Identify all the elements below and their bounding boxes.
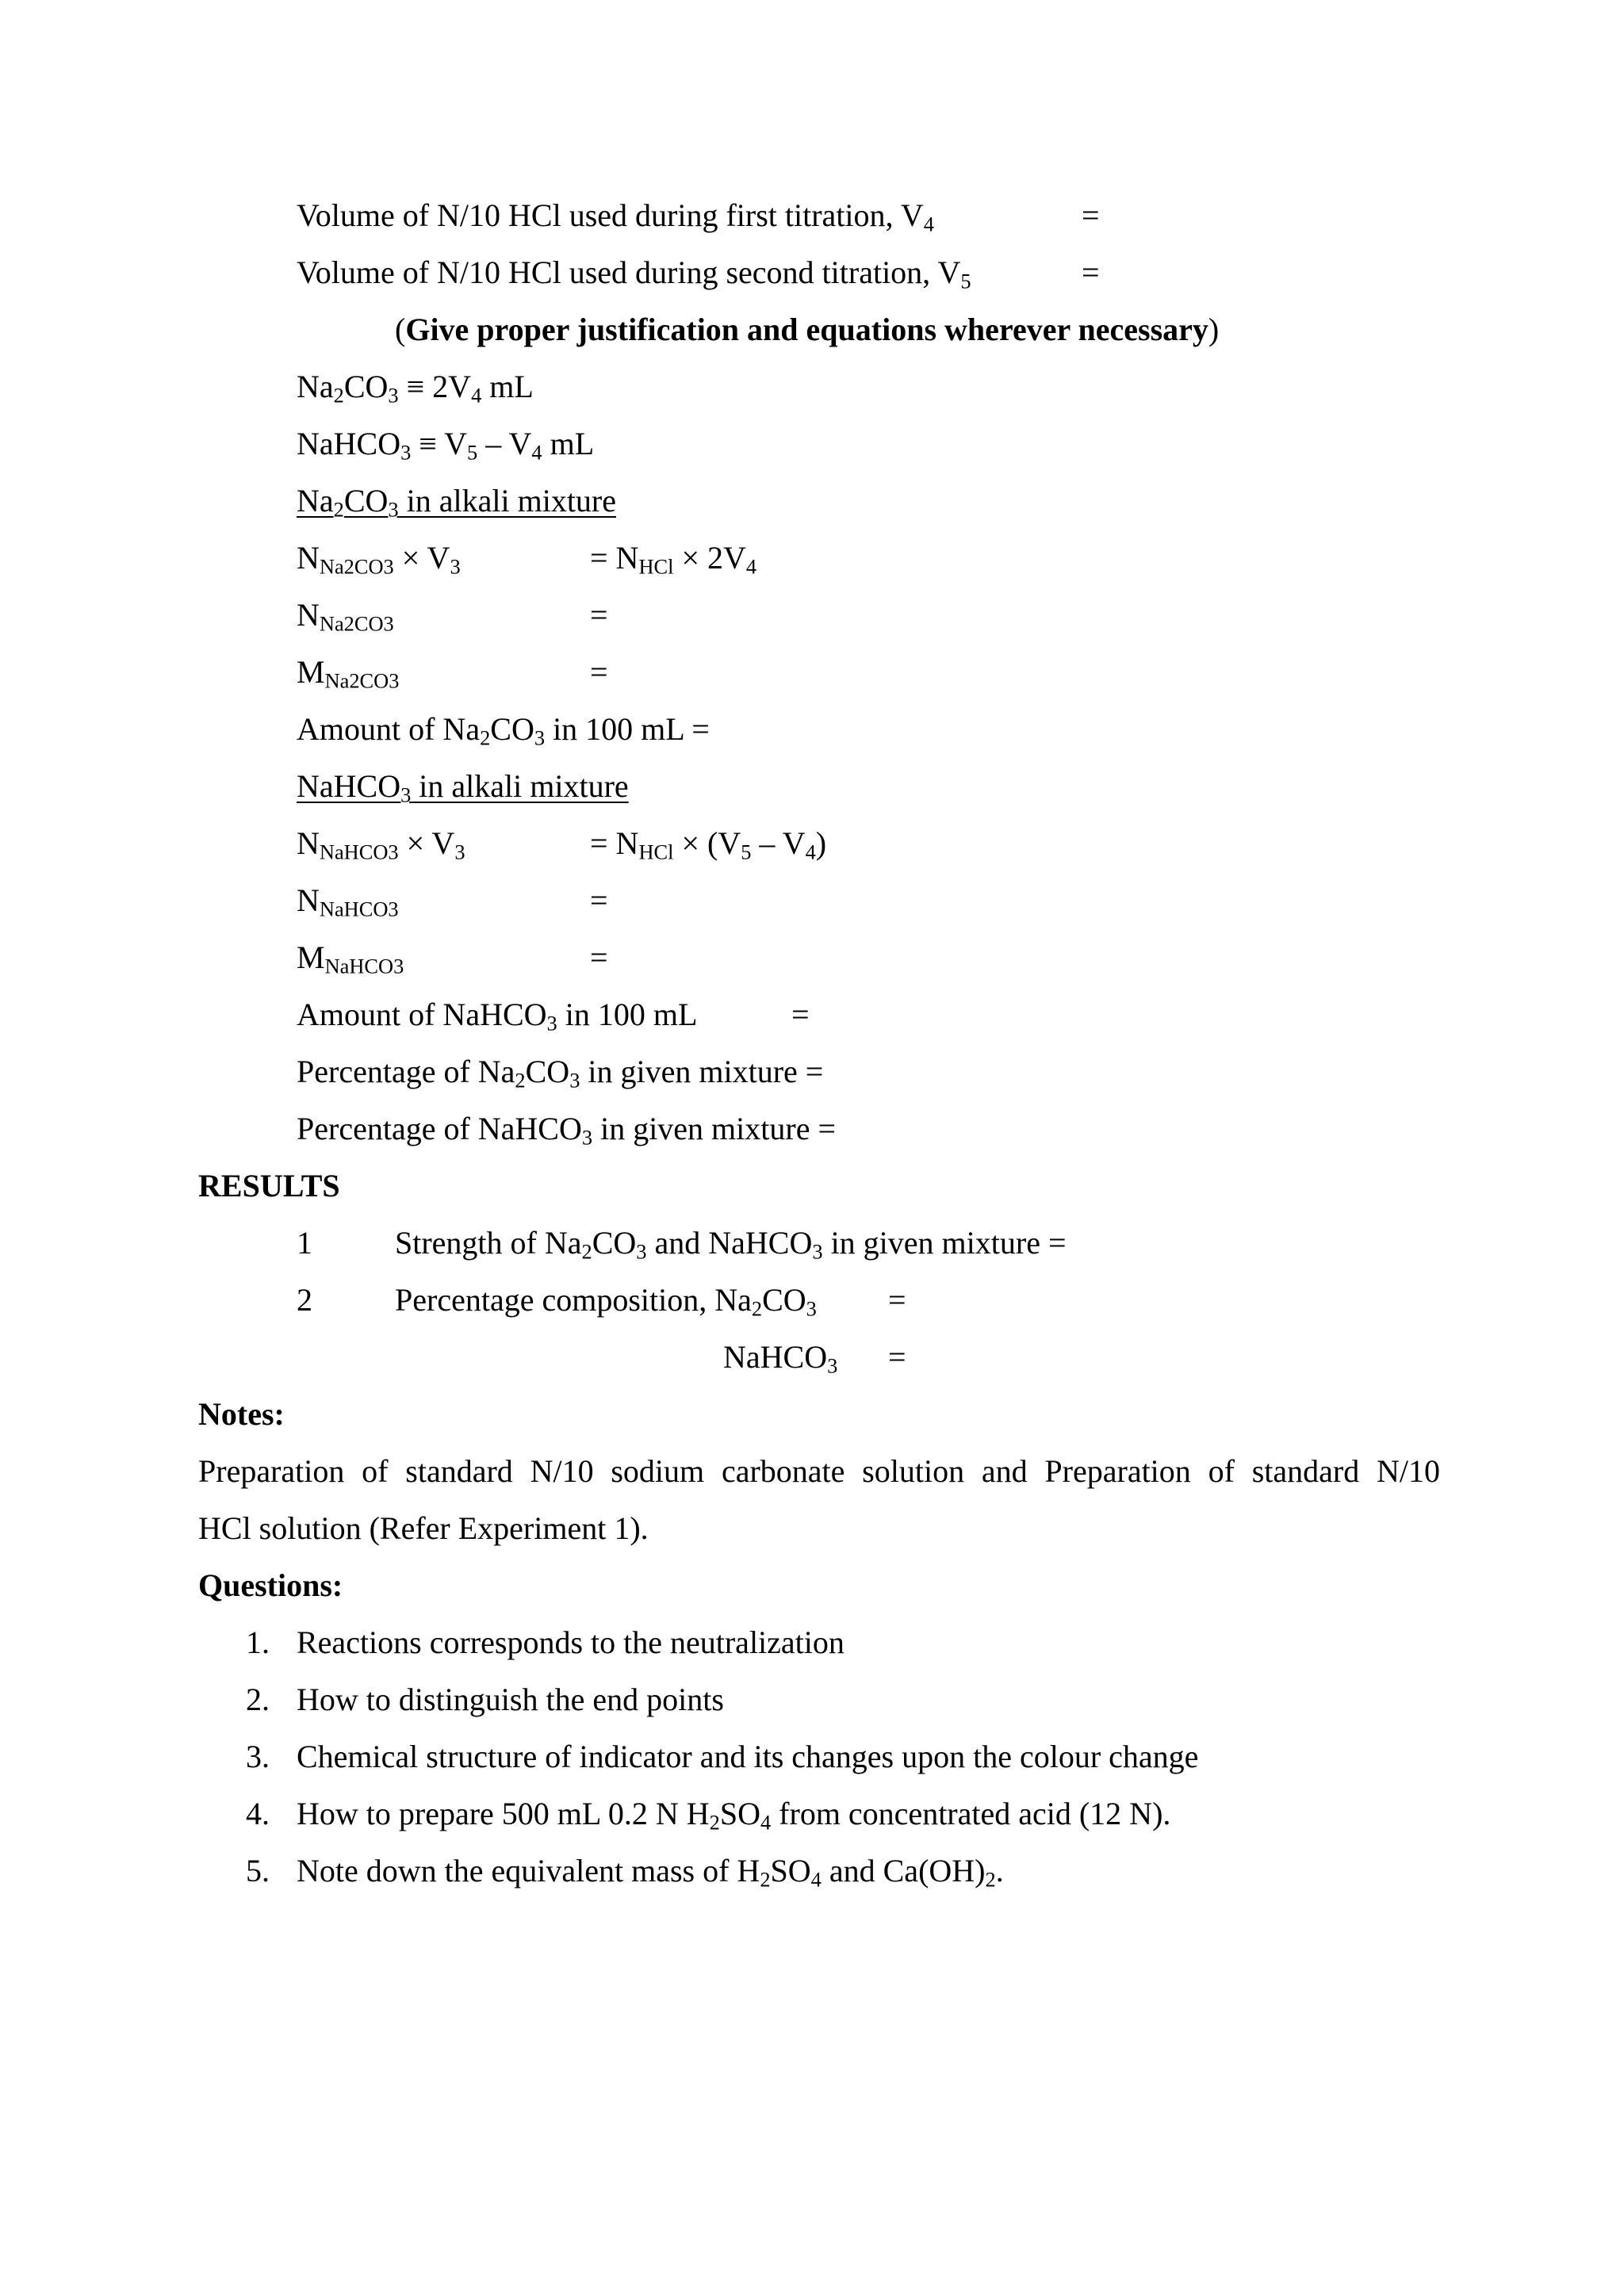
question-4-text: How to prepare 500 mL 0.2 N $H_2SO_4$ from concentrated acid (12 N).: [297, 1796, 1171, 1835]
nahco3-molarity: $M_{NaHCO3}$: [297, 939, 404, 978]
percentage-na2co3: Percentage of $Na_2CO_3$ in given mixture =: [297, 1054, 824, 1093]
question-5-text: Note down the equivalent mass of $H_2SO_4$ and $Ca(OH)_2$.: [297, 1853, 1004, 1892]
nahco3-heading: NaHCO$_3$ in alkali mixture: [297, 768, 629, 807]
nahco3-amount: Amount of NaHCO$_3$ in 100 mL: [297, 997, 698, 1035]
notes-line-1: Preparation of standard N/10 sodium carbonate solution and Preparation of standard N/10: [198, 1453, 1440, 1489]
na2co3-normality-eq-rhs: = $N_{HCl} \times 2V_4$: [590, 540, 757, 579]
notes-line-2: HCl solution (Refer Experiment 1).: [198, 1510, 649, 1546]
v4-line: Volume of N/10 HCl used during first titration, $V_4$: [297, 197, 934, 236]
na2co3-equivalence: $Na_2CO_3 \equiv 2V_4$ mL: [297, 369, 534, 408]
question-3-text: Chemical structure of indicator and its changes upon the colour change: [297, 1739, 1199, 1774]
na2co3-molarity: $M_{Na2CO3}$: [297, 654, 400, 693]
result-nahco3-label: NaHCO$_3$: [723, 1339, 838, 1378]
v5-label: Volume of N/10 HCl used during second titration, V: [297, 254, 961, 290]
result-nahco3-equals: =: [888, 1339, 906, 1375]
nahco3-normality-eq-rhs: = $N_{HCl} \times (V_5 - V_4)$: [590, 825, 827, 864]
nahco3-molarity-equals: =: [590, 939, 608, 975]
nahco3-equivalence: NaHCO$_3$ ≡ $V_5 - V_4$ mL: [297, 426, 595, 465]
question-1-text: Reactions corresponds to the neutralization: [297, 1624, 845, 1660]
percentage-nahco3: Percentage of NaHCO$_3$ in given mixture =: [297, 1111, 837, 1150]
na2co3-normality: $N_{Na2CO3}$: [297, 597, 394, 636]
na2co3-normality-equals: =: [590, 597, 608, 633]
result-2-number: 2: [297, 1282, 312, 1318]
question-2-number: 2.: [246, 1682, 270, 1717]
v5-equals: =: [1082, 254, 1100, 290]
na2co3-molarity-equals: =: [590, 654, 608, 690]
na2co3-normality-eq-lhs: $N_{Na2CO3} \times V_3$: [297, 540, 461, 579]
nahco3-normality-eq-lhs: $N_{NaHCO3} \times V_3$: [297, 825, 465, 864]
nahco3-normality-equals: =: [590, 882, 608, 918]
notes-heading: Notes:: [198, 1396, 285, 1432]
result-1-text: Strength of $Na_2CO_3$ and NaHCO$_3$ in given mixture =: [395, 1225, 1067, 1264]
nahco3-amount-equals: =: [791, 997, 810, 1032]
instruction: (Give proper justification and equations wherever necessary): [395, 312, 1220, 347]
v4-label: Volume of N/10 HCl used during first titration, V: [297, 197, 924, 233]
result-2-equals: =: [888, 1282, 906, 1318]
v4-equals: =: [1082, 197, 1100, 233]
nahco3-normality: $N_{NaHCO3}$: [297, 882, 399, 921]
na2co3-amount: Amount of $Na_2CO_3$ in 100 mL =: [297, 711, 710, 750]
question-4-number: 4.: [246, 1796, 270, 1831]
v5-line: Volume of N/10 HCl used during second titration, $V_5$: [297, 254, 971, 293]
question-5-number: 5.: [246, 1853, 270, 1888]
results-heading: RESULTS: [198, 1168, 340, 1203]
result-2-text: Percentage composition, $Na_2CO_3$: [395, 1282, 817, 1321]
question-3-number: 3.: [246, 1739, 270, 1774]
na2co3-heading: $Na_2CO_3$ in alkali mixture: [297, 483, 616, 522]
question-1-number: 1.: [246, 1624, 270, 1660]
result-1-number: 1: [297, 1225, 312, 1261]
question-2-text: How to distinguish the end points: [297, 1682, 724, 1717]
questions-heading: Questions:: [198, 1567, 343, 1603]
